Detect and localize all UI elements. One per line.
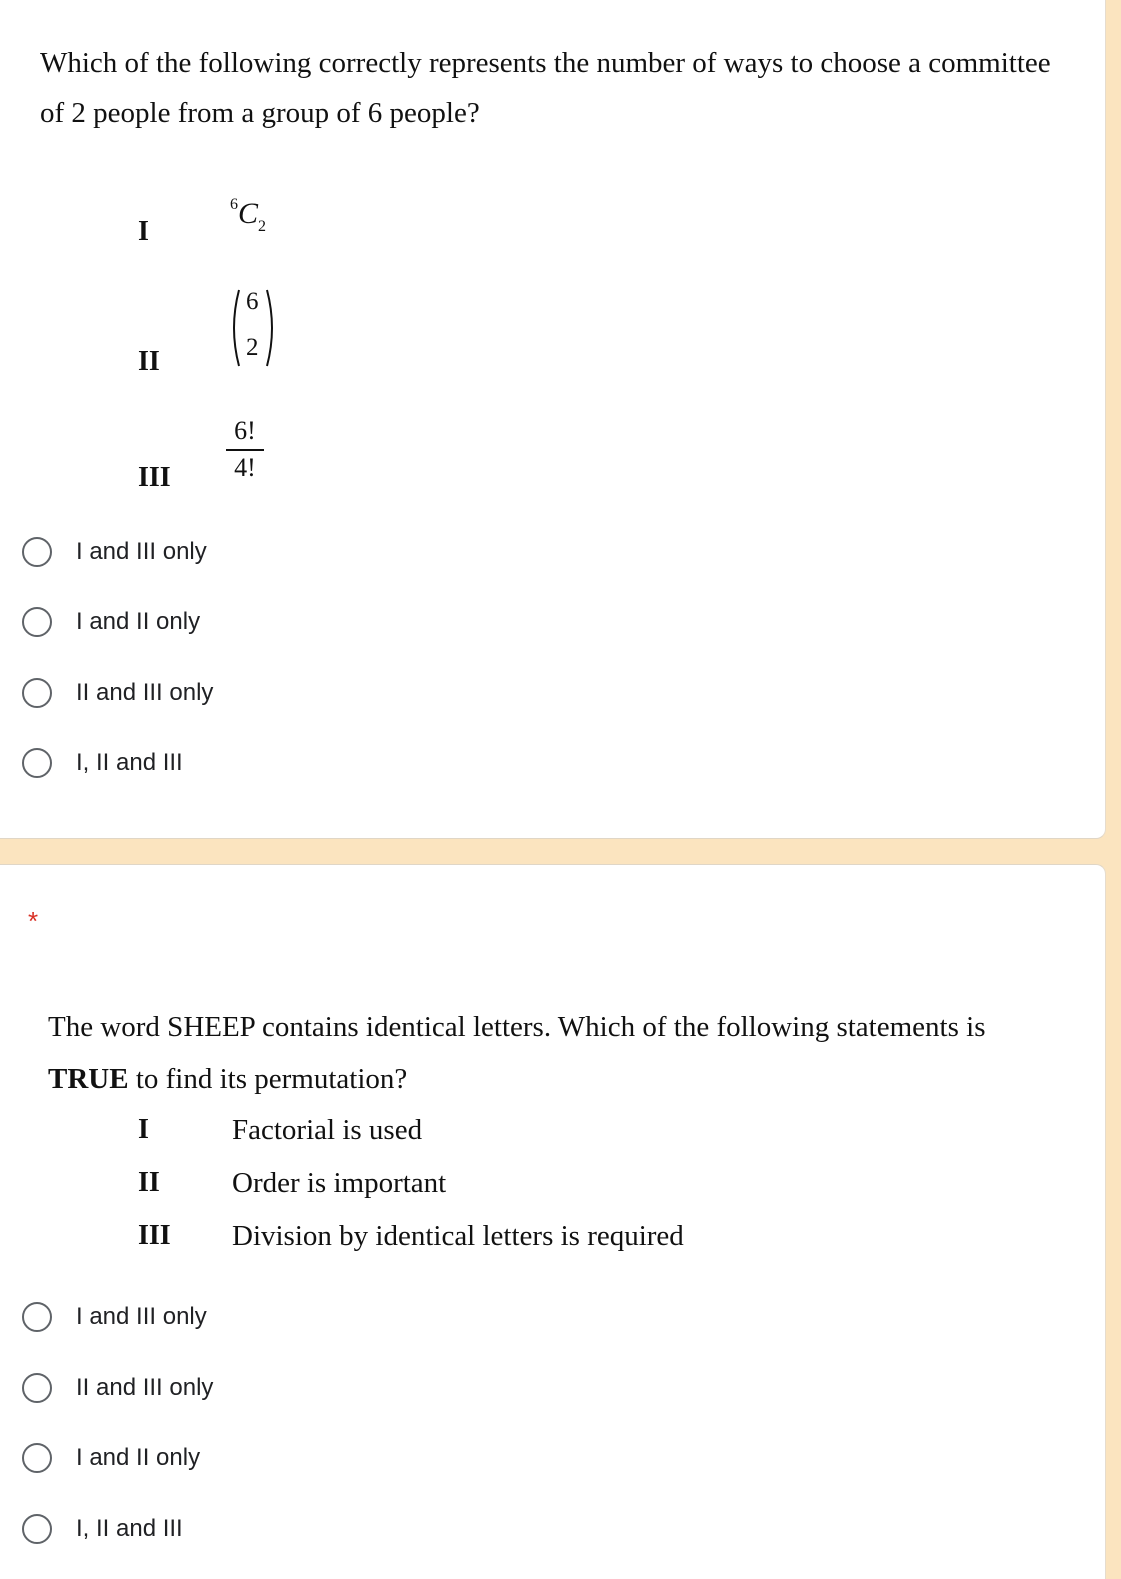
fraction-numerator: 6! xyxy=(234,416,256,445)
q1-option-1[interactable] xyxy=(22,532,207,572)
binomial-top: 6 xyxy=(246,288,259,315)
question-1-text-line-2: of 2 people from a group of 6 people? xyxy=(40,97,480,129)
statement-text-ii: Order is important xyxy=(232,1167,447,1199)
radio-button[interactable] xyxy=(22,748,52,778)
radio-button[interactable] xyxy=(22,1302,52,1332)
statement-text-iii: Division by identical letters is required xyxy=(232,1220,684,1252)
option-label: I and II only xyxy=(76,1444,201,1471)
statement-numeral-i: I xyxy=(138,1114,149,1145)
radio-button[interactable] xyxy=(22,607,52,637)
fraction-bar xyxy=(226,449,264,451)
option-label: I and II only xyxy=(76,608,201,635)
item-numeral-ii: II xyxy=(138,346,160,377)
radio-button[interactable] xyxy=(22,678,52,708)
option-label: II and III only xyxy=(76,1374,214,1401)
option-label: I and III only xyxy=(76,538,207,565)
statement-text-i: Factorial is used xyxy=(232,1114,423,1146)
radio-button[interactable] xyxy=(22,1514,52,1544)
q1-option-4[interactable] xyxy=(22,743,183,783)
radio-button[interactable] xyxy=(22,1443,52,1473)
item-numeral-i: I xyxy=(138,216,149,247)
item-numeral-iii: III xyxy=(138,462,171,493)
combination-expression xyxy=(230,196,266,236)
question-2-bold-word: TRUE xyxy=(48,1063,129,1095)
binomial-bottom: 2 xyxy=(246,334,259,361)
q2-option-2[interactable] xyxy=(22,1368,213,1408)
question-1-text-line-1: Which of the following correctly represents the number of ways to choose a committee xyxy=(40,47,1051,79)
fraction-expression xyxy=(222,416,268,483)
q1-option-2[interactable] xyxy=(22,602,200,642)
combination-base: C xyxy=(238,197,259,230)
required-asterisk: * xyxy=(28,906,39,936)
radio-button[interactable] xyxy=(22,1373,52,1403)
statement-numeral-iii: III xyxy=(138,1220,171,1251)
q2-option-3[interactable] xyxy=(22,1438,200,1478)
option-label: I, II and III xyxy=(76,1515,183,1542)
q2-option-4[interactable] xyxy=(22,1509,183,1549)
fraction-denominator: 4! xyxy=(234,453,256,482)
binomial-expression xyxy=(230,284,276,372)
option-label: II and III only xyxy=(76,679,214,706)
question-2-text-line-2 xyxy=(48,1054,407,1104)
question-2-text-line-1: The word SHEEP contains identical letters. Which of the following statements is xyxy=(48,1011,986,1043)
statement-numeral-ii: II xyxy=(138,1167,160,1198)
option-label: I and III only xyxy=(76,1303,207,1330)
combination-superscript: 6 xyxy=(230,196,238,213)
q1-option-3[interactable] xyxy=(22,673,213,713)
radio-button[interactable] xyxy=(22,537,52,567)
question-2-text-rest: to find its permutation? xyxy=(128,1063,408,1095)
q2-option-1[interactable] xyxy=(22,1297,207,1337)
combination-subscript: 2 xyxy=(258,218,267,235)
option-label: I, II and III xyxy=(76,749,183,776)
